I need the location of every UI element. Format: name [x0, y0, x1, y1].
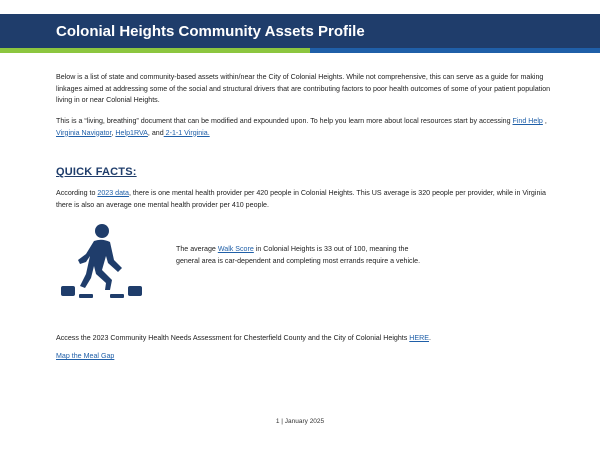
intro-paragraph: Below is a list of state and community-based assets within/near the City of Colonial Heights. While not comprehensive, this can serve as a guide for making linkages aimed at addressing some of the social and structural drivers that are contributing factors to poor health outcomes of some of your patient population living in or near Colonial Heights.	[56, 73, 551, 105]
two-one-one-virginia-link[interactable]: 2-1-1 Virginia.	[163, 128, 210, 137]
chna-text: .	[429, 334, 431, 342]
pedestrian-crosswalk-icon	[58, 218, 144, 304]
walk-score-link[interactable]: Walk Score	[217, 245, 254, 253]
fact-text: The average	[176, 245, 218, 253]
map-the-meal-gap-link[interactable]: Map the Meal Gap	[56, 352, 115, 360]
page-footer: 1 | January 2025	[275, 418, 325, 425]
fact-text: , there is one mental health provider per 420 people in Colonial Heights. This US average is 320 people per provider, while in Virginia there is also an average one mental health provider per 410 people.	[56, 189, 546, 209]
virginia-navigator-link[interactable]: Virginia Navigator	[56, 128, 112, 137]
data-2023-link[interactable]: 2023 data	[97, 189, 129, 197]
accent-bar-green	[0, 48, 310, 53]
chna-here-link[interactable]: HERE	[409, 334, 430, 342]
chna-paragraph	[56, 333, 556, 345]
page-title: Colonial Heights Community Assets Profile	[56, 23, 365, 40]
separator: ,	[542, 117, 547, 125]
quick-facts-heading: QUICK FACTS:	[56, 166, 137, 178]
help1rva-link[interactable]: Help1RVA	[115, 128, 148, 137]
find-help-link[interactable]: Find Help	[512, 117, 543, 125]
resources-intro-paragraph	[56, 116, 556, 139]
accent-bar-blue	[310, 48, 600, 53]
walk-score-fact	[176, 244, 426, 267]
resources-intro-text: This is a “living, breathing” document that can be modified and expounded upon. To help you learn more about local resources start by accessing	[56, 117, 513, 125]
mental-health-fact	[56, 188, 556, 211]
meal-gap-paragraph	[56, 351, 556, 363]
fact-text: According to	[56, 189, 98, 197]
fact-text: in Colonial Heights is 33 out of 100, meaning the general area is car-dependent and completing most errands require a vehicle.	[176, 245, 421, 265]
separator: ,	[111, 128, 116, 137]
chna-text: Access the 2023 Community Health Needs Assessment for Chesterfield County and the City of Colonial Heights	[56, 334, 410, 342]
separator: , and	[147, 128, 164, 137]
